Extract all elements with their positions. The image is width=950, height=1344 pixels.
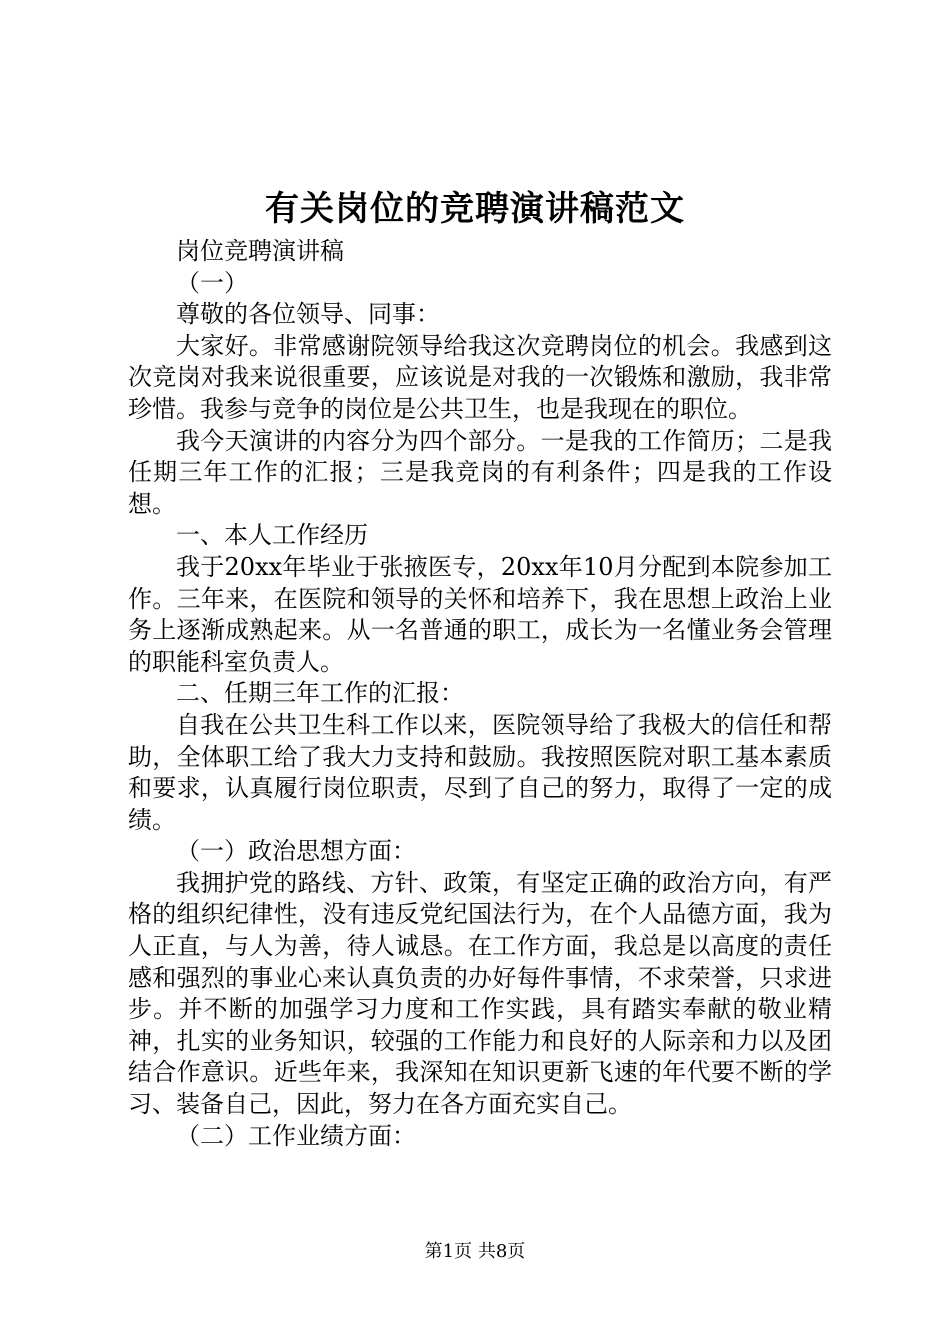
paragraph: 大家好。非常感谢院领导给我这次竞聘岗位的机会。我感到这次竞岗对我来说很重要，应该说是对我的一次锻炼和激励，我非常珍惜。我参与竞争的岗位是公共卫生，也是我现在的职位。 bbox=[128, 331, 832, 423]
subsection-heading: （一）政治思想方面： bbox=[176, 837, 416, 866]
subtitle: 岗位竞聘演讲稿 bbox=[176, 237, 344, 265]
page-footer: 第1页 共8页 bbox=[424, 1241, 526, 1262]
section-number: （一） bbox=[176, 268, 248, 297]
section-heading: 二、任期三年工作的汇报： bbox=[176, 679, 464, 708]
subsection-heading: （二）工作业绩方面： bbox=[176, 1121, 416, 1150]
paragraph: 我拥护党的路线、方针、政策，有坚定正确的政治方向，有严格的组织纪律性，没有违反党纪国法行为，在个人品德方面，我为人正直，与人为善，待人诚恳。在工作方面，我总是以高度的责任感和强烈的事业心来认真负责的办好每件事情，不求荣誉，只求进步。并不断的加强学习力度和工作实践，具有踏实奉献的敬业精神，扎实的业务知识，较强的工作能力和良好的人际亲和力以及团结合作意识。近些年来，我深知在知识更新飞速的年代要不断的学习、装备自己，因此，努力在各方面充实自己。 bbox=[128, 868, 832, 1119]
page-title: 有关岗位的竞聘演讲稿范文 bbox=[265, 189, 685, 229]
paragraph: 我于20xx年毕业于张掖医专，20xx年10月分配到本院参加工作。三年来，在医院和领导的关怀和培养下，我在思想上政治上业务上逐渐成熟起来。从一名普通的职工，成长为一名懂业务会管理的职能科室负责人。 bbox=[128, 552, 832, 676]
paragraph: 自我在公共卫生科工作以来，医院领导给了我极大的信任和帮助，全体职工给了我大力支持和鼓励。我按照医院对职工基本素质和要求，认真履行岗位职责，尽到了自己的努力，取得了一定的成绩。 bbox=[128, 710, 832, 834]
salutation: 尊敬的各位领导、同事： bbox=[176, 300, 440, 329]
section-heading: 一、本人工作经历 bbox=[176, 521, 368, 550]
document-body bbox=[128, 236, 832, 1152]
paragraph: 我今天演讲的内容分为四个部分。一是我的工作简历；二是我任期三年工作的汇报；三是我竞岗的有利条件；四是我的工作设想。 bbox=[128, 426, 832, 518]
